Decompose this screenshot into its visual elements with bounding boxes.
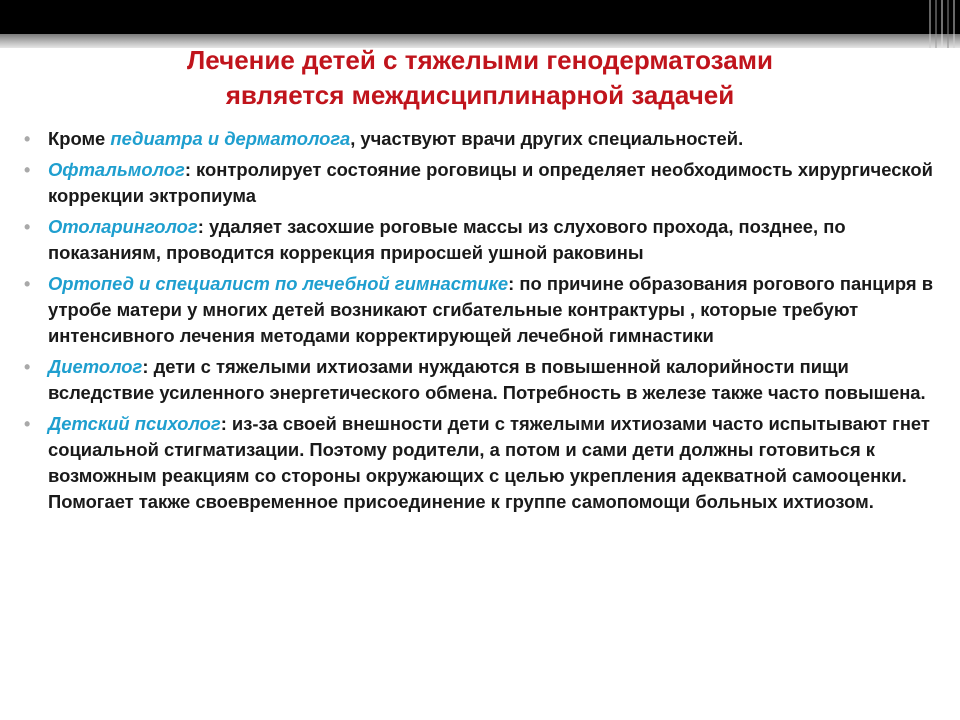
bullet-dot-icon: •: [24, 129, 31, 149]
slide-title: [60, 43, 900, 113]
list-item: [24, 354, 954, 406]
item-text: : дети с тяжелыми ихтиозами нуждаются в повышенной калорийности пищи вследствие усиленного энергетического обмена. Потребность в железе также часто повышена.: [48, 356, 926, 403]
list-item: [24, 271, 954, 349]
specialist-name: Диетолог: [48, 356, 143, 377]
bullet-list: [24, 126, 954, 520]
bullet-dot-icon: •: [24, 414, 31, 434]
item-text: : удаляет засохшие роговые массы из слухового прохода, позднее, по показаниям, проводится коррекция приросшей ушной раковины: [48, 216, 846, 263]
bullet-dot-icon: •: [24, 274, 31, 294]
item-text: : по причине образования рогового панциря в утробе матери у многих детей возникают сгибательные контрактуры , которые требуют интенсивного лечения методами корректирующей лечебной гимнастики: [48, 273, 934, 346]
item-text: : из-за своей внешности дети с тяжелыми ихтиозами часто испытывают гнет социальной стигматизации. Поэтому родители, а потом и сами дети должны готовиться к возможным реакциям со стороны окружающих с целью укрепления адекватной самооценки. Помогает также своевременное присоединение к группе самопомощи больных ихтиозом.: [48, 413, 930, 512]
list-item: [24, 411, 954, 515]
list-item: [24, 126, 954, 152]
bullet-dot-icon: •: [24, 217, 31, 237]
title-line-2: является междисциплинарной задачей: [225, 80, 735, 110]
corner-decoration: [924, 0, 960, 48]
specialist-name: Офтальмолог: [48, 159, 185, 180]
item-prefix: Кроме: [48, 128, 111, 149]
specialist-name: Ортопед и специалист по лечебной гимнастике: [48, 273, 509, 294]
bullet-dot-icon: •: [24, 160, 31, 180]
bullet-dot-icon: •: [24, 357, 31, 377]
specialist-name: Отоларинголог: [48, 216, 198, 237]
item-text: : контролирует состояние роговицы и определяет необходимость хирургической коррекции эктропиума: [48, 159, 933, 206]
header-band: [0, 0, 960, 34]
item-text: , участвуют врачи других специальностей.: [350, 128, 744, 149]
specialist-name: Детский психолог: [48, 413, 221, 434]
list-item: [24, 214, 954, 266]
specialist-name: педиатра и дерматолога: [110, 128, 351, 149]
list-item: [24, 157, 954, 209]
title-line-1: Лечение детей с тяжелыми генодерматозами: [187, 45, 773, 75]
